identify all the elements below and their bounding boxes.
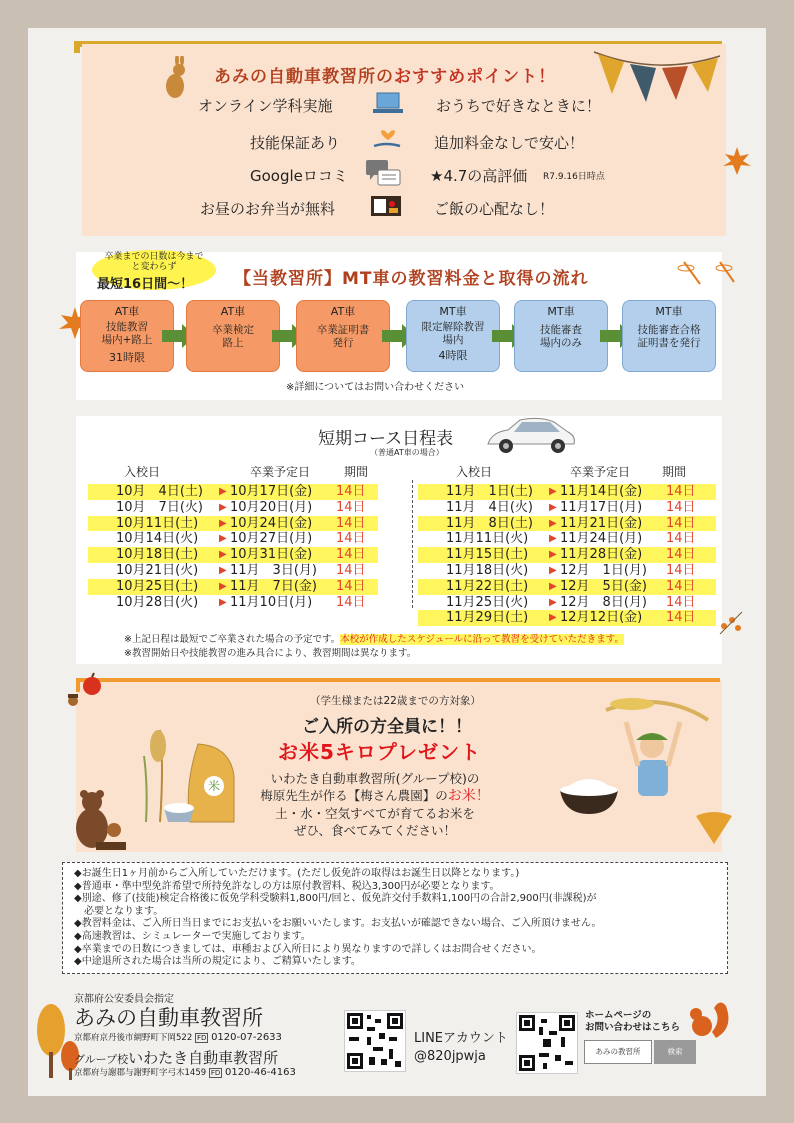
flow-step-line: 証明書を発行 [637,337,701,349]
schedule-period: 14日 [336,515,366,531]
schedule-grad-date: 11月10日(月) [230,594,313,610]
flow-step-line: 卒業検定 [212,324,254,336]
schedule-arrow-icon: ▶ [219,564,227,576]
note-line: ◆お誕生日1ヶ月前からご入所していただけます。(ただし仮免許の取得はお誕生日以降となります。) [74,868,520,879]
school-contact: 京都府京丹後市網野町下岡522 FD 0120-07-2633 [74,1032,282,1043]
section-accent-bar [74,41,80,53]
schedule-arrow-icon: ▶ [549,486,557,497]
col-entry-left: 入校日 [124,465,161,479]
schedule-entry-date: 10月25日(土) [116,578,199,594]
squirrel-icon [686,998,734,1040]
flow-step-5 [514,300,608,372]
flow-step-line: 31時限 [109,351,145,364]
mt-flow-title: 【当教習所】MT車の教習料金と取得の流れ [234,269,589,289]
berries-icon [716,606,746,636]
schedule-arrow-icon: ▶ [219,580,227,592]
point-online-label: オンライン学科実施 [198,97,333,115]
acorn-icon [66,692,80,706]
col-period-right: 期間 [662,465,687,479]
schedule-period: 14日 [336,547,366,563]
flow-step-line: 場内+路上 [101,334,153,346]
note-line: ◆中途退所された場合は当所の規定により、ご精算いたします。 [74,956,361,968]
schedule-row [418,500,716,516]
schedule-entry-date: 11月15日(土) [446,547,529,563]
col-period-left: 期間 [344,465,369,479]
laptop-icon [372,90,404,116]
school-name: あみの自動車教習所 [74,1006,263,1030]
schedule-row [418,579,716,595]
schedule-row [88,500,378,516]
days-bubble-note: 卒業までの日数は今までと変わらず [104,252,204,272]
schedule-arrow-icon: ▶ [549,533,557,545]
flow-step-line: 場内 [442,334,464,346]
schedule-arrow-icon: ▶ [549,549,557,561]
recommend-title: あみの自動車教習所のおすすめポイント！ [214,67,557,87]
point-bento-label: お昼のお弁当が無料 [200,200,336,218]
schedule-grad-date: 11月24日(月) [560,531,643,547]
rice-present: お米5キロプレゼント [278,740,482,764]
schedule-period: 14日 [336,578,366,594]
schedule-period: 14日 [666,578,696,594]
schedule-arrow-icon: ▶ [549,501,557,513]
schedule-grad-date: 11月 3日(月) [230,562,317,578]
flow-step-line: 限定解除教習 [421,321,485,333]
group-school: グループ校いわたき自動車教習所 [74,1049,279,1067]
note-line: 必要となります。 [74,905,164,917]
flow-step-line: 4時限 [438,349,468,362]
schedule-period: 14日 [666,484,696,499]
schedule-period: 14日 [666,499,696,515]
flow-step-line: 場内のみ [540,337,582,349]
farmer-icon [602,690,712,800]
point-google-value: ★4.7の高評価 [430,167,528,185]
point-guarantee-value: 追加料金なしで安心！ [434,134,585,152]
col-grad-left: 卒業予定日 [250,465,311,479]
schedule-row [88,579,378,595]
schedule-grad-date: 11月 7日(金) [230,578,317,594]
schedule-row [88,531,378,547]
schedule-entry-date: 10月11日(土) [116,515,199,531]
schedule-arrow-icon: ▶ [549,612,557,624]
group-contact: 京都府与謝郡与謝野町字弓木1459 FD 0120-46-4163 [74,1067,296,1078]
line-account-id: @820jpwja [414,1049,486,1064]
section-accent-bar [78,678,720,682]
schedule-arrow-icon: ▶ [219,596,227,608]
schedule-entry-date: 11月 1日(土) [446,484,533,499]
rice-body-line: 梅原先生が作る【梅さん農園】のお米！ [260,788,490,804]
schedule-period: 14日 [336,594,366,610]
schedule-entry-date: 10月 4日(土) [116,484,203,499]
point-google-date: R7.9.16日時点 [543,172,605,182]
bunting-decoration [590,46,724,122]
flow-step-3 [296,300,390,372]
search-box[interactable]: あみの教習所 [584,1040,652,1064]
schedule-period: 14日 [666,531,696,547]
note-line: ◆高速教習は、シミュレーターで実施しております。 [74,931,311,942]
note-line: ◆別途、修了(技能)検定合格後に仮免学科受験料1,800円/回と、仮免許交付手数料1,100円の合計2,900円(非課税)が [74,893,597,905]
point-google-label: Googleロコミ [250,167,348,185]
line-account [414,1030,508,1066]
schedule-entry-date: 11月25日(火) [446,594,529,610]
apple-icon [80,672,104,696]
schedule-row [88,516,378,532]
schedule-row [418,563,716,579]
schedule-entry-date: 11月29日(土) [446,610,529,626]
schedule-list-left [88,484,378,610]
schedule-entry-date: 11月22日(土) [446,578,529,594]
designation: 京都府公安委員会指定 [74,994,174,1005]
schedule-grad-date: 10月31日(金) [230,547,313,563]
schedule-entry-date: 11月11日(火) [446,531,529,547]
line-account-label: LINEアカウント [414,1031,508,1046]
flow-step-head: MT車 [439,305,467,318]
homepage-label: ホームページの お問い合わせはこちら [585,1010,681,1033]
schedule-note-1: ※上記日程は最短でご卒業された場合の予定です。本校が作成したスケジュールに沿って教習を受けていただきます。 [124,634,624,645]
schedule-entry-date: 11月 4日(火) [446,499,533,515]
rice-bag-icon [134,726,246,830]
schedule-arrow-icon: ▶ [219,549,227,561]
schedule-row [88,484,378,500]
rice-target: （学生様または22歳までの方対象） [310,695,481,707]
schedule-period: 14日 [336,499,366,515]
schedule-entry-date: 10月18日(土) [116,547,199,563]
schedule-period: 14日 [666,594,696,610]
flow-step-line: 卒業証明書 [316,324,370,336]
schedule-period: 14日 [666,562,696,578]
schedule-row [88,563,378,579]
schedule-period: 14日 [666,515,696,531]
schedule-subtitle: （普通AT車の場合） [370,448,444,457]
schedule-grad-date: 12月 5日(金) [560,578,647,594]
point-bento-value: ご飯の心配なし！ [434,200,555,218]
schedule-grad-date: 11月17日(月) [560,499,643,515]
rice-body-line: 土・水・空気すべてが育てるお米を [275,806,475,821]
schedule-grad-date: 12月12日(金) [560,610,643,626]
point-guarantee-label: 技能保証あり [250,134,341,152]
days-bubble-headline: 最短16日間～！ [97,277,194,292]
schedule-entry-date: 10月21日(火) [116,562,199,578]
flow-step-line: 技能審査合格 [637,324,701,336]
schedule-note-2: ※教習開始日や技能教習の進み具合により、教習期間は異なります。 [124,648,417,659]
schedule-arrow-icon: ▶ [219,501,227,513]
flow-step-1 [80,300,174,372]
car-icon [484,410,578,456]
schedule-arrow-icon: ▶ [549,596,557,608]
schedule-grad-date: 10月27日(月) [230,531,313,547]
schedule-period: 14日 [336,562,366,578]
flow-step-6 [622,300,716,372]
schedule-arrow-icon: ▶ [219,517,227,529]
schedule-row [418,610,716,626]
schedule-arrow-icon: ▶ [549,580,557,592]
schedule-entry-date: 10月 7日(火) [116,499,203,515]
flow-step-line: 技能審査 [540,324,582,336]
flow-step-line: 技能教習 [106,321,148,333]
schedule-row [88,595,378,611]
schedule-grad-date: 12月 1日(月) [560,562,647,578]
schedule-entry-date: 10月14日(火) [116,531,199,547]
schedule-divider [412,480,413,608]
schedule-grad-date: 11月28日(金) [560,547,643,563]
rice-bag-label: 米 [207,779,221,793]
schedule-title: 短期コース日程表 [318,429,454,449]
schedule-grad-date: 11月14日(金) [560,484,643,499]
schedule-period: 14日 [666,547,696,563]
schedule-row [418,484,716,500]
freedial-icon: FD [196,1034,207,1042]
note-line: ◆卒業までの日数につきましては、車種および入所日により異なりますので詳しくはお問合せください。 [74,943,542,955]
schedule-period: 14日 [666,610,696,626]
note-line: ◆教習料金は、ご入所日当日までにお支払いをお願いいたします。お支払いが確認できない場合、ご入所頂けません。 [74,918,602,930]
bento-icon [368,190,404,220]
maple-leaf-icon [722,146,752,176]
col-grad-right: 卒業予定日 [570,465,631,479]
schedule-arrow-icon: ▶ [549,517,557,529]
schedule-entry-date: 10月28日(火) [116,594,199,610]
rice-headline: ご入所の方全員に！！ [302,717,472,737]
heart-hand-icon [372,122,404,152]
flow-step-head: MT車 [655,305,683,318]
rice-body-line: ぜひ、食べてみてください！ [293,823,456,838]
schedule-grad-date: 10月17日(金) [230,484,313,499]
schedule-row [418,595,716,611]
dragonfly-icon [676,258,740,288]
qr-code-icon [517,1013,577,1073]
schedule-grad-date: 10月24日(金) [230,515,313,531]
schedule-entry-date: 11月 8日(土) [446,515,533,531]
schedule-row [418,531,716,547]
flow-note: ※詳細についてはお問い合わせください [286,382,465,393]
chat-icon [364,158,404,190]
leaf-icon [692,808,736,848]
qr-code-icon [345,1011,405,1071]
flow-step-4 [406,300,500,372]
homepage-qr-code[interactable] [516,1012,578,1074]
point-online-value: おうちで好きなときに！ [436,97,601,115]
schedule-period: 14日 [336,484,366,499]
schedule-grad-date: 12月 8日(月) [560,594,647,610]
col-entry-right: 入校日 [456,465,493,479]
flow-step-line: 路上 [222,337,244,349]
schedule-arrow-icon: ▶ [219,486,227,497]
flow-step-head: MT車 [547,305,575,318]
schedule-entry-date: 11月18日(火) [446,562,529,578]
schedule-list-right [418,484,716,626]
schedule-row [88,547,378,563]
flow-step-head: AT車 [220,305,246,318]
rice-body-line: いわたき自動車教習所(グループ校)の [270,771,480,786]
freedial-icon: FD [210,1069,221,1077]
schedule-row [418,516,716,532]
rabbit-icon [160,56,194,100]
bear-icon [70,786,128,852]
flow-step-head: AT車 [114,305,140,318]
rice-body [250,770,500,839]
schedule-arrow-icon: ▶ [219,533,227,545]
schedule-period: 14日 [336,531,366,547]
flow-step-head: AT車 [330,305,356,318]
note-line: ◆普通車・準中型免許希望で所持免許なしの方は原付教習料、税込3,300円が必要となります。 [74,880,500,892]
schedule-grad-date: 10月20日(月) [230,499,313,515]
schedule-arrow-icon: ▶ [549,564,557,576]
flow-step-line: 発行 [332,337,354,349]
schedule-row [418,547,716,563]
line-qr-code[interactable] [344,1010,406,1072]
schedule-grad-date: 11月21日(金) [560,515,643,531]
search-button[interactable]: 検索 [654,1040,696,1064]
flow-step-2 [186,300,280,372]
